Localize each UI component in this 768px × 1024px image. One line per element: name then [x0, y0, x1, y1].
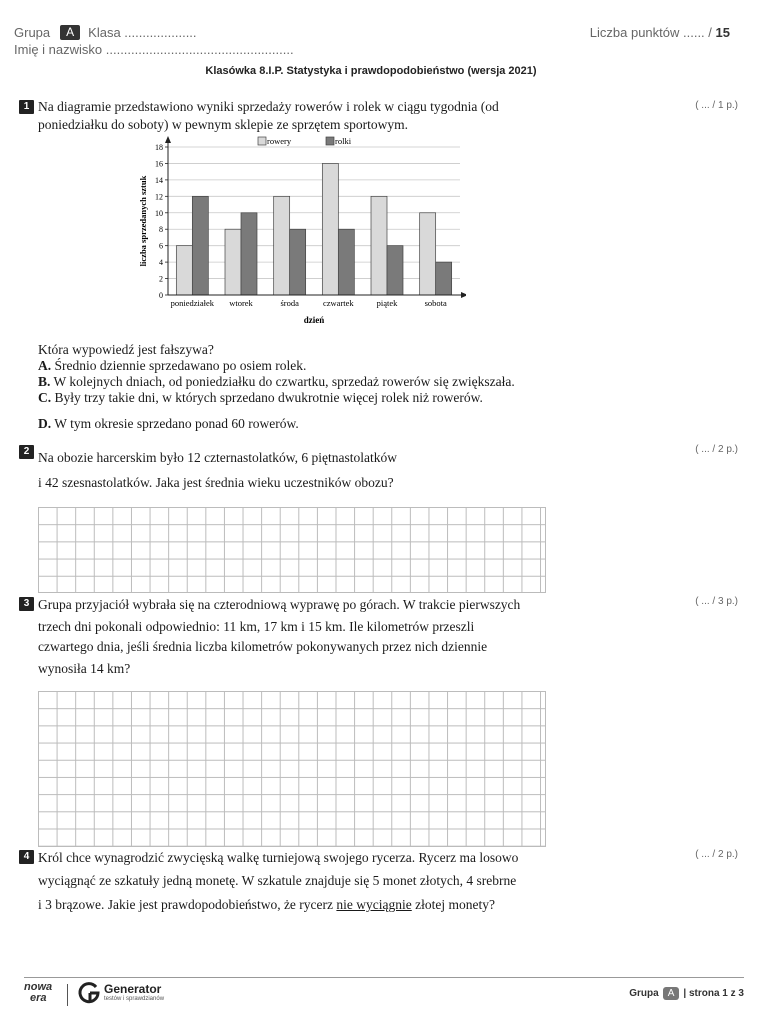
points-total: [590, 25, 730, 40]
name-line: Imię i nazwisko ....................................................: [14, 42, 294, 57]
bar-rolki: [387, 246, 403, 295]
task-number-4: 4: [19, 850, 34, 864]
y-tick-label: 12: [155, 192, 163, 202]
document-title: Klasówka 8.I.P. Statystyka i prawdopodobieństwo (wersja 2021): [205, 65, 537, 77]
logo-line-1: nowa: [24, 981, 53, 993]
bar-rowery: [420, 213, 436, 295]
option-text: W kolejnych dniach, od poniedziałku do czwartku, sprzedaż rowerów się zwiększała.: [53, 374, 515, 389]
option-b: [38, 374, 515, 390]
legend-swatch: [326, 137, 334, 145]
answer-grid-task2[interactable]: [38, 507, 546, 593]
x-tick-label: piątek: [376, 298, 398, 308]
generator-title: Generator: [104, 982, 162, 996]
task2-text-line: Na obozie harcerskim było 12 czternastolatków, 6 piętnastolatków: [38, 450, 398, 465]
option-d: [38, 416, 299, 432]
nowa-era-logo: [24, 982, 52, 1004]
task4-text-line: [38, 897, 495, 913]
task-number-1: 1: [19, 100, 34, 114]
task3-text-line: wynosiła 14 km?: [38, 661, 131, 676]
y-tick-label: 16: [155, 159, 163, 169]
legend-label: rowery: [267, 136, 292, 146]
y-tick-label: 4: [159, 258, 163, 268]
class-label: Klasa ....................: [88, 25, 197, 40]
logo-line-2: era: [30, 992, 47, 1004]
generator-subtitle: testów i sprawdzianów: [104, 996, 165, 1002]
legend-swatch: [258, 137, 266, 145]
option-letter: B.: [38, 374, 51, 389]
option-letter: A.: [38, 358, 52, 373]
option-text: W tym okresie sprzedano ponad 60 rowerów.: [54, 416, 299, 431]
option-letter: D.: [38, 416, 52, 431]
option-a: [38, 358, 306, 374]
x-tick-label: czwartek: [322, 298, 354, 308]
chart-y-ticks: [155, 143, 168, 300]
task-points-2: ( ... / 2 p.): [695, 444, 738, 455]
page-number: | strona 1 z 3: [683, 988, 744, 999]
x-axis-label: dzień: [303, 315, 325, 325]
y-tick-label: 10: [155, 208, 163, 218]
logo-separator: [67, 984, 68, 1006]
bar-rowery: [371, 196, 387, 295]
bar-rolki: [241, 213, 257, 295]
option-text: Średnio dziennie sprzedawano po osiem rolek.: [54, 358, 307, 373]
x-tick-label: wtorek: [229, 298, 253, 308]
task3-text-line: Grupa przyjaciół wybrała się na czterodniową wyprawę po górach. W trakcie pierwszych: [38, 597, 521, 612]
points-label: Liczba punktów ...... /: [589, 25, 712, 40]
task-points-1: ( ... / 1 p.): [695, 100, 738, 111]
chart-legend: [258, 136, 352, 146]
bar-rowery: [274, 196, 290, 295]
y-tick-label: 6: [159, 241, 163, 251]
task-points-3: ( ... / 3 p.): [695, 596, 738, 607]
option-letter: C.: [38, 390, 52, 405]
y-tick-label: 8: [159, 225, 163, 235]
task3-text-line: trzech dni pokonali odpowiednio: 11 km, 17 km i 15 km. Ile kilometrów przeszli: [38, 619, 475, 634]
task4-last-post: złotej monety?: [411, 897, 495, 912]
bar-rowery: [176, 246, 192, 295]
y-tick-label: 14: [155, 175, 163, 185]
x-tick-label: środa: [280, 298, 299, 308]
footer-divider: [24, 977, 744, 978]
task2-text-line: i 42 szesnastolatków. Jaka jest średnia wieku uczestników obozu?: [38, 475, 394, 490]
group-badge: A: [60, 25, 80, 40]
bar-chart: [136, 133, 466, 328]
task4-last-pre: i 3 brązowe. Jakie jest prawdopodobieństwo, że rycerz: [38, 897, 337, 912]
task1-text-line: Na diagramie przedstawiono wyniki sprzedaży rowerów i rolek w ciągu tygodnia (od: [38, 99, 499, 114]
bar-rowery: [322, 163, 338, 295]
task4-underlined: nie wyciągnie: [336, 897, 412, 912]
group-class-line: [14, 25, 197, 40]
page-info: [629, 987, 744, 1000]
task-points-4: ( ... / 2 p.): [695, 849, 738, 860]
bar-rolki: [290, 229, 306, 295]
chart-x-ticks: [171, 298, 447, 308]
option-text: Były trzy takie dni, w których sprzedano dwukrotnie więcej rolek niż rowerów.: [54, 390, 483, 405]
task4-text-line: Król chce wynagrodzić zwycięską walkę turniejową swojego rycerza. Rycerz ma losowo: [38, 850, 519, 865]
y-tick-label: 18: [155, 143, 163, 152]
y-tick-label: 2: [159, 274, 163, 284]
legend-label: rolki: [335, 136, 352, 146]
points-max: 15: [715, 25, 730, 40]
y-axis-arrow: [165, 136, 171, 143]
generator-logo-icon: [77, 981, 101, 1005]
x-tick-label: poniedziałek: [170, 298, 215, 308]
y-axis-label: liczba sprzedanych sztuk: [138, 175, 148, 267]
task1-text-line: poniedziałku do soboty) w pewnym sklepie ze sprzętem sportowym.: [38, 117, 409, 132]
task-number-3: 3: [19, 597, 34, 611]
answer-grid-task3[interactable]: [38, 691, 546, 847]
footer-group-badge: A: [663, 987, 680, 1000]
group-label: Grupa: [14, 25, 51, 40]
bar-rolki: [436, 262, 452, 295]
task3-text-line: czwartego dnia, jeśli średnia liczba kilometrów pokonywanych przez nich dziennie: [38, 639, 488, 654]
task1-question: Która wypowiedź jest fałszywa?: [38, 342, 214, 357]
task-number-2: 2: [19, 445, 34, 459]
bar-rowery: [225, 229, 241, 295]
bar-rolki: [192, 196, 208, 295]
task4-text-line: wyciągnąć ze szkatuły jedną monetę. W szkatule znajduje się 5 monet złotych, 4 srebrne: [38, 873, 517, 888]
option-c: [38, 390, 483, 406]
x-tick-label: sobota: [424, 298, 447, 308]
bar-rolki: [338, 229, 354, 295]
chart-grid: [168, 147, 460, 279]
x-axis-arrow: [461, 292, 466, 298]
footer-group-label: Grupa: [629, 988, 659, 999]
y-tick-label: 0: [159, 291, 163, 300]
